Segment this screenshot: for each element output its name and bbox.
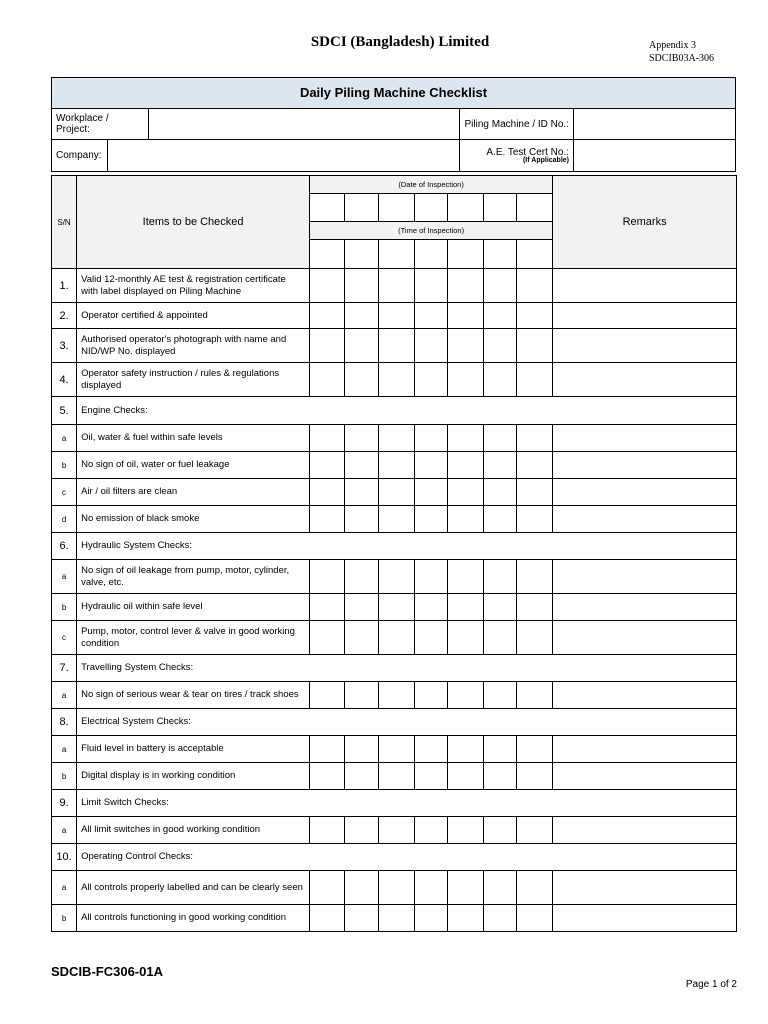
check-cell[interactable]: [310, 269, 345, 303]
check-cell[interactable]: [447, 363, 483, 397]
check-cell[interactable]: [310, 303, 345, 329]
checklist-table: [51, 175, 737, 932]
check-cell[interactable]: [447, 905, 483, 932]
machine-id-label: Piling Machine / ID No.:: [460, 109, 574, 140]
checklist-row: [52, 682, 737, 709]
check-cell[interactable]: [379, 817, 414, 844]
check-cell[interactable]: [345, 560, 379, 594]
check-item-text: Air / oil filters are clean: [77, 479, 310, 506]
remarks-cell[interactable]: [553, 452, 737, 479]
remarks-cell[interactable]: [553, 425, 737, 452]
date-cell[interactable]: [345, 194, 379, 222]
check-cell[interactable]: [310, 621, 345, 655]
check-cell[interactable]: [379, 621, 414, 655]
remarks-header: Remarks: [553, 176, 737, 269]
cert-label-cell: [460, 140, 574, 172]
workplace-field[interactable]: [149, 109, 460, 140]
check-cell[interactable]: [414, 506, 447, 533]
check-cell[interactable]: [447, 506, 483, 533]
checklist-row: [52, 506, 737, 533]
section-row: [52, 397, 737, 425]
date-cell[interactable]: [483, 194, 516, 222]
check-cell[interactable]: [447, 269, 483, 303]
checklist-row: [52, 363, 737, 397]
check-cell[interactable]: [483, 682, 516, 709]
check-cell[interactable]: [379, 736, 414, 763]
remarks-cell[interactable]: [553, 363, 737, 397]
info-table-row-1: [51, 108, 736, 140]
check-cell[interactable]: [447, 425, 483, 452]
remarks-cell[interactable]: [553, 621, 737, 655]
page-number: Page 1 of 2: [685, 979, 737, 990]
check-cell[interactable]: [414, 763, 447, 790]
check-cell[interactable]: [483, 871, 516, 905]
check-cell[interactable]: [345, 269, 379, 303]
date-cell[interactable]: [516, 194, 552, 222]
check-cell[interactable]: [414, 594, 447, 621]
row-number: 3.: [52, 329, 77, 363]
date-cell[interactable]: [379, 194, 414, 222]
check-cell[interactable]: [310, 560, 345, 594]
check-cell[interactable]: [379, 329, 414, 363]
company-field[interactable]: [108, 140, 460, 172]
check-cell[interactable]: [310, 594, 345, 621]
check-item-text: No sign of oil, water or fuel leakage: [77, 452, 310, 479]
row-number: 9.: [52, 790, 77, 817]
check-cell[interactable]: [345, 817, 379, 844]
check-cell[interactable]: [447, 594, 483, 621]
check-cell[interactable]: [414, 736, 447, 763]
section-row: [52, 844, 737, 871]
time-cell[interactable]: [379, 240, 414, 269]
check-cell[interactable]: [447, 682, 483, 709]
check-cell[interactable]: [516, 817, 552, 844]
row-number: 8.: [52, 709, 77, 736]
check-cell[interactable]: [516, 736, 552, 763]
check-cell[interactable]: [414, 871, 447, 905]
check-cell[interactable]: [483, 736, 516, 763]
check-cell[interactable]: [379, 682, 414, 709]
check-cell[interactable]: [345, 425, 379, 452]
check-cell[interactable]: [345, 329, 379, 363]
check-cell[interactable]: [483, 452, 516, 479]
check-item-text: All controls properly labelled and can be clearly seen: [77, 871, 310, 905]
sn-header: S/N: [52, 176, 77, 269]
date-of-inspection-header: (Date of Inspection): [310, 176, 553, 194]
appendix-block: [649, 39, 714, 65]
checklist-row: [52, 329, 737, 363]
section-title: Electrical System Checks:: [77, 709, 737, 736]
section-row: [52, 655, 737, 682]
check-item-text: Valid 12-monthly AE test & registration certificate with label displayed on Piling Machine: [77, 269, 310, 303]
check-cell[interactable]: [310, 479, 345, 506]
check-cell[interactable]: [414, 905, 447, 932]
check-cell[interactable]: [414, 560, 447, 594]
checklist-row: [52, 817, 737, 844]
row-number: 1.: [52, 269, 77, 303]
checklist-row: [52, 736, 737, 763]
check-cell[interactable]: [483, 506, 516, 533]
date-cell[interactable]: [447, 194, 483, 222]
check-cell[interactable]: [310, 506, 345, 533]
check-cell[interactable]: [379, 479, 414, 506]
remarks-cell[interactable]: [553, 506, 737, 533]
row-number: 5.: [52, 397, 77, 425]
row-number: a: [52, 560, 77, 594]
remarks-cell[interactable]: [553, 736, 737, 763]
section-title: Travelling System Checks:: [77, 655, 737, 682]
row-number: 2.: [52, 303, 77, 329]
check-cell[interactable]: [516, 506, 552, 533]
section-title: Engine Checks:: [77, 397, 737, 425]
checklist-row: [52, 621, 737, 655]
form-code: SDCIB-FC306-01A: [51, 964, 163, 979]
checklist-row: [52, 763, 737, 790]
check-cell[interactable]: [447, 329, 483, 363]
check-item-text: Operator safety instruction / rules & regulations displayed: [77, 363, 310, 397]
time-cell[interactable]: [310, 240, 345, 269]
workplace-label: Workplace / Project:: [52, 109, 149, 140]
check-cell[interactable]: [516, 269, 552, 303]
check-cell[interactable]: [310, 682, 345, 709]
check-cell[interactable]: [516, 329, 552, 363]
time-cell[interactable]: [345, 240, 379, 269]
row-number: c: [52, 621, 77, 655]
check-cell[interactable]: [447, 817, 483, 844]
check-cell[interactable]: [447, 621, 483, 655]
check-cell[interactable]: [379, 452, 414, 479]
check-cell[interactable]: [483, 303, 516, 329]
check-cell[interactable]: [310, 871, 345, 905]
check-cell[interactable]: [345, 363, 379, 397]
check-cell[interactable]: [379, 303, 414, 329]
check-cell[interactable]: [447, 479, 483, 506]
check-item-text: All limit switches in good working condition: [77, 817, 310, 844]
check-cell[interactable]: [483, 817, 516, 844]
check-item-text: Oil, water & fuel within safe levels: [77, 425, 310, 452]
check-cell[interactable]: [447, 452, 483, 479]
check-cell[interactable]: [516, 682, 552, 709]
check-cell[interactable]: [447, 303, 483, 329]
check-cell[interactable]: [345, 506, 379, 533]
row-number: b: [52, 452, 77, 479]
check-cell[interactable]: [414, 621, 447, 655]
check-cell[interactable]: [345, 479, 379, 506]
check-cell[interactable]: [345, 736, 379, 763]
check-item-text: Operator certified & appointed: [77, 303, 310, 329]
check-cell[interactable]: [516, 905, 552, 932]
check-cell[interactable]: [483, 269, 516, 303]
check-cell[interactable]: [483, 560, 516, 594]
row-number: 10.: [52, 844, 77, 871]
check-cell[interactable]: [345, 452, 379, 479]
row-number: a: [52, 871, 77, 905]
check-cell[interactable]: [516, 594, 552, 621]
check-cell[interactable]: [483, 763, 516, 790]
date-cell[interactable]: [414, 194, 447, 222]
check-cell[interactable]: [345, 871, 379, 905]
check-item-text: Fluid level in battery is acceptable: [77, 736, 310, 763]
check-cell[interactable]: [414, 817, 447, 844]
check-cell[interactable]: [345, 621, 379, 655]
section-title: Operating Control Checks:: [77, 844, 737, 871]
time-cell[interactable]: [483, 240, 516, 269]
check-cell[interactable]: [310, 905, 345, 932]
section-title: Hydraulic System Checks:: [77, 533, 737, 560]
info-table-row-2: [51, 139, 736, 172]
check-cell[interactable]: [379, 269, 414, 303]
time-cell[interactable]: [516, 240, 552, 269]
check-cell[interactable]: [414, 452, 447, 479]
section-row: [52, 709, 737, 736]
check-cell[interactable]: [483, 479, 516, 506]
checklist-row: [52, 425, 737, 452]
cert-note: (If Applicable): [522, 157, 569, 164]
section-row: [52, 790, 737, 817]
company-name: SDCI (Bangladesh) Limited: [310, 34, 490, 50]
check-cell[interactable]: [379, 560, 414, 594]
row-number: a: [52, 736, 77, 763]
section-title: Limit Switch Checks:: [77, 790, 737, 817]
row-number: a: [52, 425, 77, 452]
time-cell[interactable]: [414, 240, 447, 269]
row-number: 7.: [52, 655, 77, 682]
checklist-row: [52, 269, 737, 303]
check-cell[interactable]: [379, 594, 414, 621]
check-cell[interactable]: [414, 425, 447, 452]
check-cell[interactable]: [516, 303, 552, 329]
checklist-row: [52, 479, 737, 506]
items-header: Items to be Checked: [77, 176, 310, 269]
check-cell[interactable]: [379, 905, 414, 932]
check-cell[interactable]: [447, 560, 483, 594]
time-of-inspection-header: (Time of Inspection): [310, 222, 553, 240]
check-cell[interactable]: [516, 425, 552, 452]
appendix-label: Appendix 3: [649, 40, 696, 51]
check-item-text: No sign of oil leakage from pump, motor, cylinder, valve, etc.: [77, 560, 310, 594]
checklist-row: [52, 560, 737, 594]
remarks-cell[interactable]: [553, 479, 737, 506]
check-item-text: No sign of serious wear & tear on tires / track shoes: [77, 682, 310, 709]
remarks-cell[interactable]: [553, 817, 737, 844]
checklist-row: [52, 905, 737, 932]
check-cell[interactable]: [447, 763, 483, 790]
check-cell[interactable]: [483, 425, 516, 452]
row-number: d: [52, 506, 77, 533]
check-cell[interactable]: [345, 905, 379, 932]
check-cell[interactable]: [379, 763, 414, 790]
check-cell[interactable]: [310, 425, 345, 452]
check-cell[interactable]: [516, 763, 552, 790]
checklist-row: [52, 871, 737, 905]
row-number: 6.: [52, 533, 77, 560]
company-label: Company:: [52, 140, 108, 172]
check-cell[interactable]: [516, 363, 552, 397]
check-cell[interactable]: [516, 479, 552, 506]
remarks-cell[interactable]: [553, 560, 737, 594]
check-cell[interactable]: [483, 363, 516, 397]
row-number: b: [52, 905, 77, 932]
checklist-title: Daily Piling Machine Checklist: [51, 77, 736, 109]
check-cell[interactable]: [310, 452, 345, 479]
check-cell[interactable]: [310, 763, 345, 790]
section-row: [52, 533, 737, 560]
remarks-cell[interactable]: [553, 303, 737, 329]
check-cell[interactable]: [379, 506, 414, 533]
check-cell[interactable]: [414, 303, 447, 329]
cert-field[interactable]: [574, 140, 736, 172]
check-cell[interactable]: [516, 871, 552, 905]
checklist-row: [52, 452, 737, 479]
remarks-cell[interactable]: [553, 682, 737, 709]
row-number: a: [52, 682, 77, 709]
check-cell[interactable]: [379, 363, 414, 397]
remarks-cell[interactable]: [553, 329, 737, 363]
check-cell[interactable]: [516, 560, 552, 594]
check-cell[interactable]: [483, 594, 516, 621]
check-item-text: Pump, motor, control lever & valve in good working condition: [77, 621, 310, 655]
check-cell[interactable]: [310, 817, 345, 844]
check-cell[interactable]: [379, 425, 414, 452]
check-cell[interactable]: [516, 452, 552, 479]
check-cell[interactable]: [483, 621, 516, 655]
check-cell[interactable]: [414, 329, 447, 363]
machine-id-field[interactable]: [574, 109, 736, 140]
check-cell[interactable]: [414, 682, 447, 709]
remarks-cell[interactable]: [553, 763, 737, 790]
check-item-text: All controls functioning in good working condition: [77, 905, 310, 932]
row-number: b: [52, 763, 77, 790]
check-cell[interactable]: [447, 871, 483, 905]
checklist-row: [52, 594, 737, 621]
check-cell[interactable]: [310, 329, 345, 363]
checklist-row: [52, 303, 737, 329]
check-cell[interactable]: [447, 736, 483, 763]
time-cell[interactable]: [447, 240, 483, 269]
check-cell[interactable]: [414, 479, 447, 506]
remarks-cell[interactable]: [553, 905, 737, 932]
check-item-text: Hydraulic oil within safe level: [77, 594, 310, 621]
check-item-text: Digital display is in working condition: [77, 763, 310, 790]
date-cell[interactable]: [310, 194, 345, 222]
check-item-text: Authorised operator's photograph with name and NID/WP No. displayed: [77, 329, 310, 363]
check-cell[interactable]: [414, 363, 447, 397]
check-cell[interactable]: [345, 303, 379, 329]
cert-label: A.E. Test Cert No.:: [486, 147, 569, 158]
check-cell[interactable]: [483, 329, 516, 363]
row-number: 4.: [52, 363, 77, 397]
check-cell[interactable]: [345, 763, 379, 790]
row-number: a: [52, 817, 77, 844]
doc-reference: SDCIB03A-306: [649, 53, 715, 64]
check-cell[interactable]: [516, 621, 552, 655]
check-cell[interactable]: [345, 594, 379, 621]
check-cell[interactable]: [345, 682, 379, 709]
row-number: b: [52, 594, 77, 621]
check-cell[interactable]: [379, 871, 414, 905]
check-cell[interactable]: [310, 736, 345, 763]
remarks-cell[interactable]: [553, 269, 737, 303]
row-number: c: [52, 479, 77, 506]
check-cell[interactable]: [483, 905, 516, 932]
remarks-cell[interactable]: [553, 594, 737, 621]
remarks-cell[interactable]: [553, 871, 737, 905]
check-cell[interactable]: [414, 269, 447, 303]
check-item-text: No emission of black smoke: [77, 506, 310, 533]
check-cell[interactable]: [310, 363, 345, 397]
